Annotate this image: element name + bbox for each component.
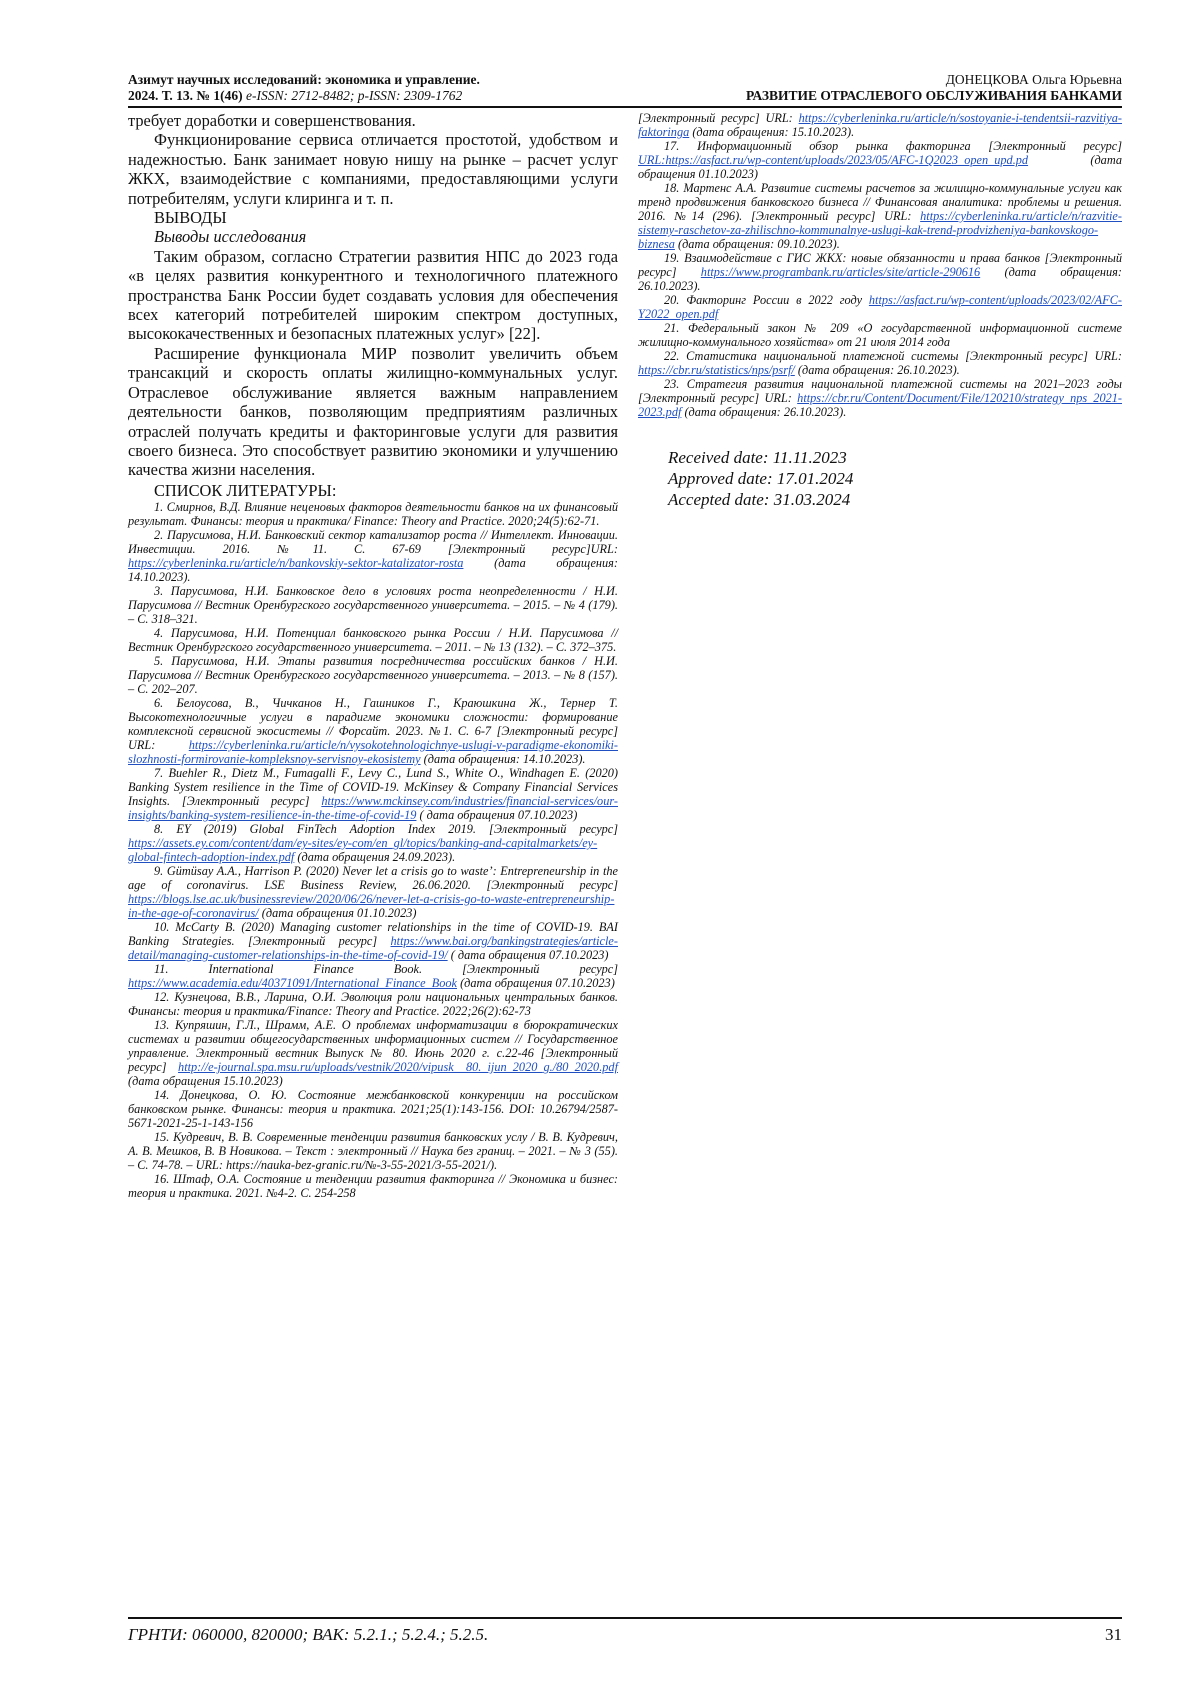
- reference-item: 21. Федеральный закон № 209 «О государственной информационной системе жилищно-коммунального хозяйства» от 21 июля 2014 года: [638, 321, 1122, 349]
- reference-item: 18. Мартенс А.А. Развитие системы расчетов за жилищно-коммунальные услуги как тренд продвижения банковского бизнеса // Финансовая аналитика: проблемы и решения. 2016. №14 (296). [Электронный ресурс] URL: https://cyberleninka.ru/article/n/razvitie-sistemy-raschetov-za-zhilischno-kommunalnye-uslugi-kak-trend-prodvizheniya-bankovskogo-biznesa (дата обращения: 09.10.2023).: [638, 181, 1122, 251]
- reference-item: 1. Смирнов, В.Д. Влияние неценовых факторов деятельности банков на их финансовый результат. Финансы: теория и практика/ Finance: Theory and Practice. 2020;24(5):62-71.: [128, 500, 618, 529]
- reference-item: 7. Buehler R., Dietz M., Fumagalli F., Levy C., Lund S., White O., Windhagen E. (2020) Banking System resilience in the Time of COVID-19. McKinsey & Company Financial Services Insights. [Электронный ресурс] https://www.mckinsey.com/industries/financial-services/our-insights/banking-system-resilience-in-the-time-of-covid-19 ( дата обращения 07.10.2023): [128, 766, 618, 823]
- reference-item: 11. International Finance Book. [Электронный ресурс] https://www.academia.edu/40371091/International_Finance_Book (дата обращения 07.10.2023): [128, 962, 618, 991]
- reference-link[interactable]: http://e-journal.spa.msu.ru/uploads/vestnik/2020/vipusk__80._ijun_2020_g./80_2020.pdf: [178, 1060, 618, 1075]
- paragraph-strategy: Таким образом, согласно Стратегии развития НПС до 2023 года «в целях развития конкурентного и технологичного платежного пространства Банк России будет создавать условия для обеспечения всех категорий потребителей широким спектром доступных, высококачественных и безопасных платежных услуг» [22].: [128, 246, 618, 344]
- journal-issue: 2024. Т. 13. № 1(46): [128, 88, 243, 103]
- reference-item: 10. McCarty B. (2020) Managing customer relationships in the time of COVID-19. BAI Banking Strategies. [Электронный ресурс] https://www.bai.org/bankingstrategies/article-detail/managing-customer-relationships-in-the-time-of-covid-19/ ( дата обращения 07.10.2023): [128, 920, 618, 963]
- right-column: [638, 111, 1122, 510]
- reference-item: 15. Кудревич, В. В. Современные тенденции развития банковских услу / В. В. Кудревич, А. В. Мешков, В. В Новикова. – Текст : электронный // Наука без границ. – 2021. – № 3 (55). – С. 74-78. – URL: https://nauka-bez-granic.ru/№-3-55-2021/3-55-2021/).: [128, 1130, 618, 1173]
- reference-item: 20. Факторинг России в 2022 году https://asfact.ru/wp-content/uploads/2023/02/AFC-Y2022_open.pdf: [638, 293, 1122, 321]
- reference-link[interactable]: https://www.programbank.ru/articles/site/article-290616: [700, 265, 981, 279]
- reference-item: 23. Стратегия развития национальной платежной системы на 2021–2023 годы [Электронный ресурс] URL: https://cbr.ru/Content/Document/File/120210/strategy_nps_2021-2023.pdf (дата обращения: 26.10.2023).: [638, 377, 1122, 419]
- reference-item: 8. EY (2019) Global FinTech Adoption Index 2019. [Электронный ресурс] https://assets.ey.com/content/dam/ey-sites/ey-com/en_gl/topics/banking-and-capitalmarkets/ey-global-fintech-adoption-index.pdf (дата обращения 24.09.2023).: [128, 822, 618, 865]
- reference-link[interactable]: https://www.mckinsey.com/industries/financial-services/our-insights/banking-system-resilience-in-the-time-of-covid-19: [128, 794, 618, 823]
- article-title: РАЗВИТИЕ ОТРАСЛЕВОГО ОБСЛУЖИВАНИЯ БАНКАМИ: [745, 88, 1122, 103]
- reference-item: 16. Штаф, О.А. Состояние и тенденции развития факторинга // Экономика и бизнес: теория и практика. 2021. №4-2. С. 254-258: [128, 1172, 618, 1201]
- left-column: [128, 111, 618, 1200]
- conclusions-heading: ВЫВОДЫ: [154, 208, 227, 228]
- paragraph-continued: требует доработки и совершенствования.: [128, 111, 416, 130]
- reference-link[interactable]: URL:https://asfact.ru/wp-content/uploads/2023/05/AFC-1Q2023_open_upd.pd: [638, 153, 1029, 167]
- received-date: Received date: 11.11.2023: [668, 448, 847, 467]
- reference-link[interactable]: https://assets.ey.com/content/dam/ey-sites/ey-com/en_gl/topics/banking-and-capitalmarkets/ey-global-fintech-adoption-index.pdf: [128, 836, 598, 865]
- classification-codes: ГРНТИ: 060000, 820000; ВАК: 5.2.1.; 5.2.4.; 5.2.5.: [128, 1625, 489, 1644]
- paragraph-mir: Расширение функционала МИР позволит увеличить объем трансакций и скорость оплаты жилищно-коммунальных услуг. Отраслевое обслуживание является важным направлением деятельности банков, позволяющим предприятиям различных отраслей получать кредиты и факторинговые услуги для развития своего бизнеса. Это способствует развитию экономики и улучшению качества жизни населения.: [128, 343, 618, 480]
- article-dates: [638, 447, 1122, 510]
- reference-item: 22. Статистика национальной платежной системы [Электронный ресурс] URL: https://cbr.ru/statistics/nps/psrf/ (дата обращения: 26.10.2023).: [638, 349, 1122, 377]
- reference-link[interactable]: https://cyberleninka.ru/article/n/bankovskiy-sektor-katalizator-rosta: [128, 556, 464, 571]
- reference-item: 5. Парусимова, Н.И. Этапы развития посредничества российских банков / Н.И. Парусимова // Вестник Оренбургского государственного университета. – 2013. – № 8 (157). – С. 202–207.: [128, 654, 618, 697]
- reference-link[interactable]: https://www.academia.edu/40371091/International_Finance_Book: [128, 976, 458, 991]
- header-divider: [128, 106, 1122, 108]
- reference-item: 19. Взаимодействие с ГИС ЖКХ: новые обязанности и права банков [Электронный ресурс] https://www.programbank.ru/articles/site/article-290616 (дата обращения: 26.10.2023).: [638, 251, 1122, 293]
- paragraph-service: Функционирование сервиса отличается простотой, удобством и надежностью. Банк занимает новую нишу на рынке – расчет услуг ЖКХ, взаимодействие с компаниями, предоставляющими услуги потребителям, услуги клиринга и т. п.: [128, 130, 618, 208]
- reference-link[interactable]: https://www.bai.org/bankingstrategies/article-detail/managing-customer-relationships-in-the-time-of-covid-19/: [128, 934, 618, 963]
- references-heading: СПИСОК ЛИТЕРАТУРЫ:: [154, 480, 337, 500]
- journal-title: Азимут научных исследований: экономика и управление.: [128, 72, 480, 87]
- reference-link[interactable]: https://cbr.ru/statistics/nps/psrf/: [638, 363, 795, 377]
- reference-link[interactable]: https://cbr.ru/Content/Document/File/120210/strategy_nps_2021-2023.pdf: [638, 391, 1122, 419]
- reference-item-continued: [Электронный ресурс] URL: https://cyberleninka.ru/article/n/sostoyanie-i-tendentsii-razvitiya-faktoringa (дата обращения: 15.10.2023).: [638, 111, 1122, 139]
- reference-item: 9. Gümüsay A.A., Harrison P. (2020) Never let a crisis go to waste’: Entrepreneurship in the age of coronavirus. LSE Business Review, 26.06.2020. [Электронный ресурс] https://blogs.lse.ac.uk/businessreview/2020/06/26/never-let-a-crisis-go-to-waste-entrepreneurship-in-the-age-of-coronavirus/ (дата обращения 01.10.2023): [128, 864, 618, 921]
- reference-item: 13. Купряшин, Г.Л., Шрамм, А.Е. О проблемах информатизации в бюрократических системах и развитии общегосударственных информационных систем // Государственное управление. Электронный вестник Выпуск № 80. Июнь 2020 г. с.22-46 [Электронный ресурс] http://e-journal.spa.msu.ru/uploads/vestnik/2020/vipusk__80._ijun_2020_g./80_2020.pdf (дата обращения 15.10.2023): [128, 1018, 618, 1089]
- reference-item: 4. Парусимова, Н.И. Потенциал банковского рынка России / Н.И. Парусимова // Вестник Оренбургского государственного университета. – 2011. – № 13 (132). – С. 372–375.: [128, 626, 618, 655]
- reference-item: 6. Белоусова, В., Чичканов Н., Гашников Г., Краюшкина Ж., Тернер Т. Высокотехнологичные услуги в парадигме экономики сложности: формирование комплексной сервисной экосистемы // Форсайт. 2023. №1. С. 6-7 [Электронный ресурс] URL: https://cyberleninka.ru/article/n/vysokotehnologichnye-uslugi-v-paradigme-ekonomiki-slozhnosti-formirovanie-kompleksnoy-servisnoy-ekosistemy (дата обращения: 14.10.2023).: [128, 696, 618, 767]
- reference-link[interactable]: https://blogs.lse.ac.uk/businessreview/2020/06/26/never-let-a-crisis-go-to-waste-entrepreneurship-in-the-age-of-coronavirus/: [128, 892, 615, 921]
- reference-item: 12. Кузнецова, В.В., Ларина, О.И. Эволюция роли национальных центральных банков. Финансы: теория и практика/Finance: Theory and Practice. 2022;26(2):62-73: [128, 990, 618, 1019]
- approved-date: Approved date: 17.01.2024: [668, 469, 854, 488]
- reference-item: 2. Парусимова, Н.И. Банковский сектор катализатор роста // Интеллект. Инновации. Инвестиции. 2016. №11. С. 67-69 [Электронный ресурс]URL: https://cyberleninka.ru/article/n/bankovskiy-sektor-katalizator-rosta (дата обращения: 14.10.2023).: [128, 528, 618, 585]
- accepted-date: Accepted date: 31.03.2024: [668, 490, 851, 509]
- reference-link[interactable]: https://cyberleninka.ru/article/n/razvitie-sistemy-raschetov-za-zhilischno-kommunalnye-uslugi-kak-trend-prodvizheniya-bankovskogo-biznesa: [638, 209, 1122, 251]
- author-name: ДОНЕЦКОВА Ольга Юрьевна: [945, 72, 1122, 87]
- body-text: [128, 111, 618, 208]
- reference-item: 14. Донецкова, О. Ю. Состояние межбанковской конкуренции на российском банковском рынке. Финансы: теория и практика. 2021;25(1):143-156. DOI: 10.26794/2587-5671-2021-25-1-143-156: [128, 1088, 618, 1131]
- footer-divider: [128, 1617, 1122, 1619]
- reference-item: 17. Информационный обзор рынка факторинга [Электронный ресурс] URL:https://asfact.ru/wp-content/uploads/2023/05/AFC-1Q2023_open_upd.pd (дата обращения 01.10.2023): [638, 139, 1122, 181]
- article-header: [602, 72, 1122, 104]
- reference-item: 3. Парусимова, Н.И. Банковское дело в условиях роста неопределенности / Н.И. Парусимова // Вестник Оренбургского государственного университета. – 2015. – № 4 (179). – С. 318–321.: [128, 584, 618, 627]
- conclusions-subheading: Выводы исследования: [154, 227, 307, 247]
- conclusions-text: [128, 247, 618, 480]
- page-number: 31: [1105, 1625, 1122, 1644]
- reference-link[interactable]: https://cyberleninka.ru/article/n/sostoyanie-i-tendentsii-razvitiya-faktoringa: [638, 111, 1122, 139]
- journal-issn: e-ISSN: 2712-8482; p-ISSN: 2309-1762: [245, 88, 463, 103]
- reference-link[interactable]: https://asfact.ru/wp-content/uploads/2023/02/AFC-Y2022_open.pdf: [638, 293, 1122, 321]
- reference-link[interactable]: https://cyberleninka.ru/article/n/vysokotehnologichnye-uslugi-v-paradigme-ekonomiki-slozhnosti-formirovanie-kompleksnoy-servisnoy-ekosistemy: [128, 738, 618, 767]
